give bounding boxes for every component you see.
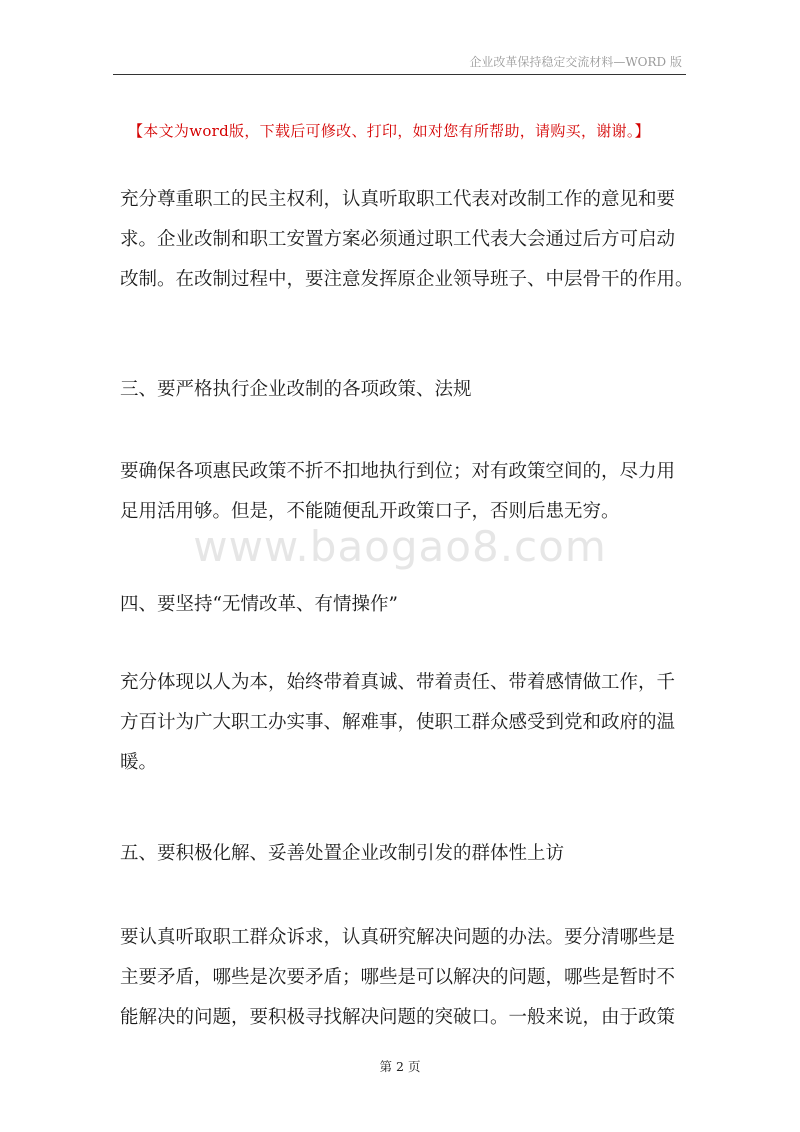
section-heading-3 <box>120 370 685 410</box>
section-heading-5 <box>120 834 685 874</box>
page-number: 第 2 页 <box>379 1059 421 1074</box>
section-heading-4 <box>120 585 685 625</box>
paragraph-line: 能解决的问题，要积极寻找解决问题的突破口。一般来说，由于政策 <box>120 1007 676 1028</box>
heading-line: 三、要严格执行企业改制的各项政策、法规 <box>120 379 472 400</box>
paragraph-line: 主要矛盾，哪些是次要矛盾；哪些是可以解决的问题，哪些是暂时不 <box>120 967 676 988</box>
paragraph-line: 足用活用够。但是，不能随便乱开政策口子，否则后患无穷。 <box>120 501 620 522</box>
paragraph-line: 求。企业改制和职工安置方案必须通过职工代表大会通过后方可启动 <box>120 229 676 250</box>
paragraph-line: 暖。 <box>120 752 158 773</box>
header-divider <box>113 74 686 75</box>
paragraph-line: 改制。在改制过程中，要注意发挥原企业领导班子、中层骨干的作用。 <box>120 269 694 290</box>
paragraph-3 <box>120 663 685 783</box>
paragraph-line: 要确保各项惠民政策不折不扣地执行到位；对有政策空间的，尽力用 <box>120 461 676 482</box>
heading-line: 五、要积极化解、妥善处置企业改制引发的群体性上访 <box>120 843 565 864</box>
paragraph-line: 充分尊重职工的民主权利，认真听取职工代表对改制工作的意见和要 <box>120 189 676 210</box>
paragraph-2 <box>120 452 685 532</box>
heading-line: 四、要坚持“无情改革、有情操作” <box>120 594 398 615</box>
watermark: www.baogao8.com <box>193 522 607 571</box>
paragraph-1 <box>120 180 694 300</box>
paragraph-line: 要认真听取职工群众诉求，认真研究解决问题的办法。要分清哪些是 <box>120 927 676 948</box>
purchase-notice: 【本文为word版，下载后可修改、打印，如对您有所帮助，请购买，谢谢。】 <box>128 122 650 140</box>
paragraph-line: 充分体现以人为本，始终带着真诚、带着责任、带着感情做工作，千 <box>120 672 676 693</box>
page-header-title: 企业改革保持稳定交流材料—WORD 版 <box>469 55 682 69</box>
paragraph-4 <box>120 918 685 1038</box>
paragraph-line: 方百计为广大职工办实事、解难事，使职工群众感受到党和政府的温 <box>120 712 676 733</box>
